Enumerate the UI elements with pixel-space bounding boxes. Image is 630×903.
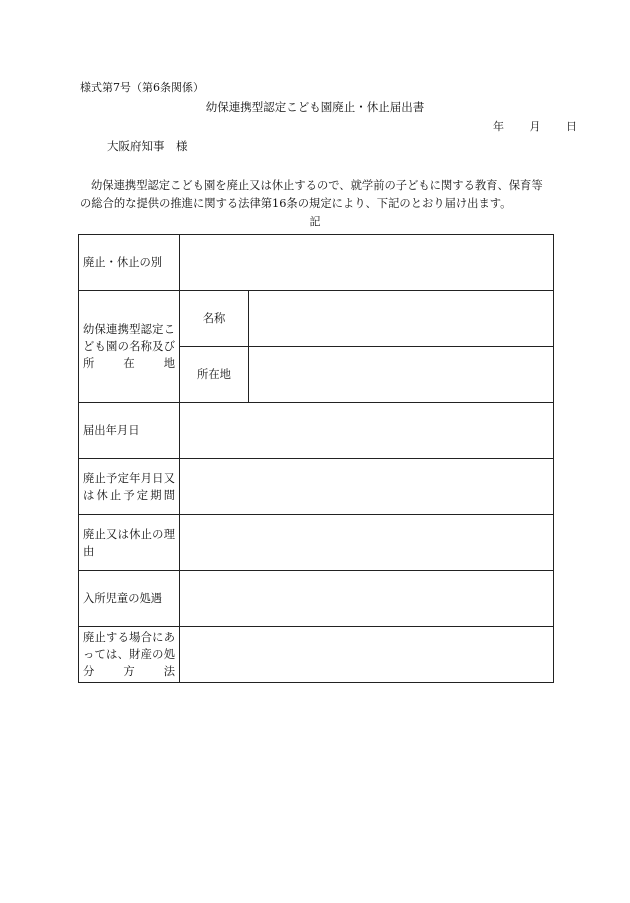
field-facility-location[interactable] [249, 347, 554, 403]
label-facility-location: 所在地 [180, 347, 249, 403]
table-row [79, 403, 554, 459]
date-line [493, 118, 577, 134]
field-abolition-or-suspension[interactable] [180, 235, 554, 291]
table-row [79, 571, 554, 627]
label-planned-date-period: 廃止予定年月日又は休止予定期間 [79, 459, 180, 515]
label-property-disposal: 廃止する場合にあっては、財産の処分方法 [79, 627, 180, 683]
body-text: 幼保連携型認定こども園を廃止又は休止するので、就学前の子どもに関する教育、保育等の総合的な提供の推進に関する法律第16条の規定により、下記のとおり届け出ます。 [80, 179, 543, 210]
table-row [79, 291, 554, 347]
field-children-treatment[interactable] [180, 571, 554, 627]
date-year: 年 [493, 120, 504, 133]
field-property-disposal[interactable] [180, 627, 554, 683]
date-month: 月 [529, 120, 541, 133]
addressee: 大阪府知事 様 [107, 139, 188, 153]
table-row [79, 235, 554, 291]
ki-heading: 記 [309, 215, 321, 228]
notification-form-table [78, 234, 554, 683]
field-notification-date[interactable] [180, 403, 554, 459]
date-day: 日 [566, 120, 577, 133]
table-row [79, 627, 554, 683]
field-facility-name[interactable] [249, 291, 554, 347]
field-planned-date-period[interactable] [180, 459, 554, 515]
label-children-treatment: 入所児童の処遇 [79, 571, 180, 627]
form-number: 様式第7号（第6条関係） [80, 81, 204, 94]
label-abolition-or-suspension: 廃止・休止の別 [79, 235, 180, 291]
table-row [79, 515, 554, 571]
label-notification-date: 届出年月日 [79, 403, 180, 459]
label-facility-name-location: 幼保連携型認定こども園の名称及び所在地 [79, 291, 180, 403]
label-reason: 廃止又は休止の理由 [79, 515, 180, 571]
field-reason[interactable] [180, 515, 554, 571]
table-row [79, 459, 554, 515]
document-title: 幼保連携型認定こども園廃止・休止届出書 [205, 100, 425, 114]
label-facility-name: 名称 [180, 291, 249, 347]
